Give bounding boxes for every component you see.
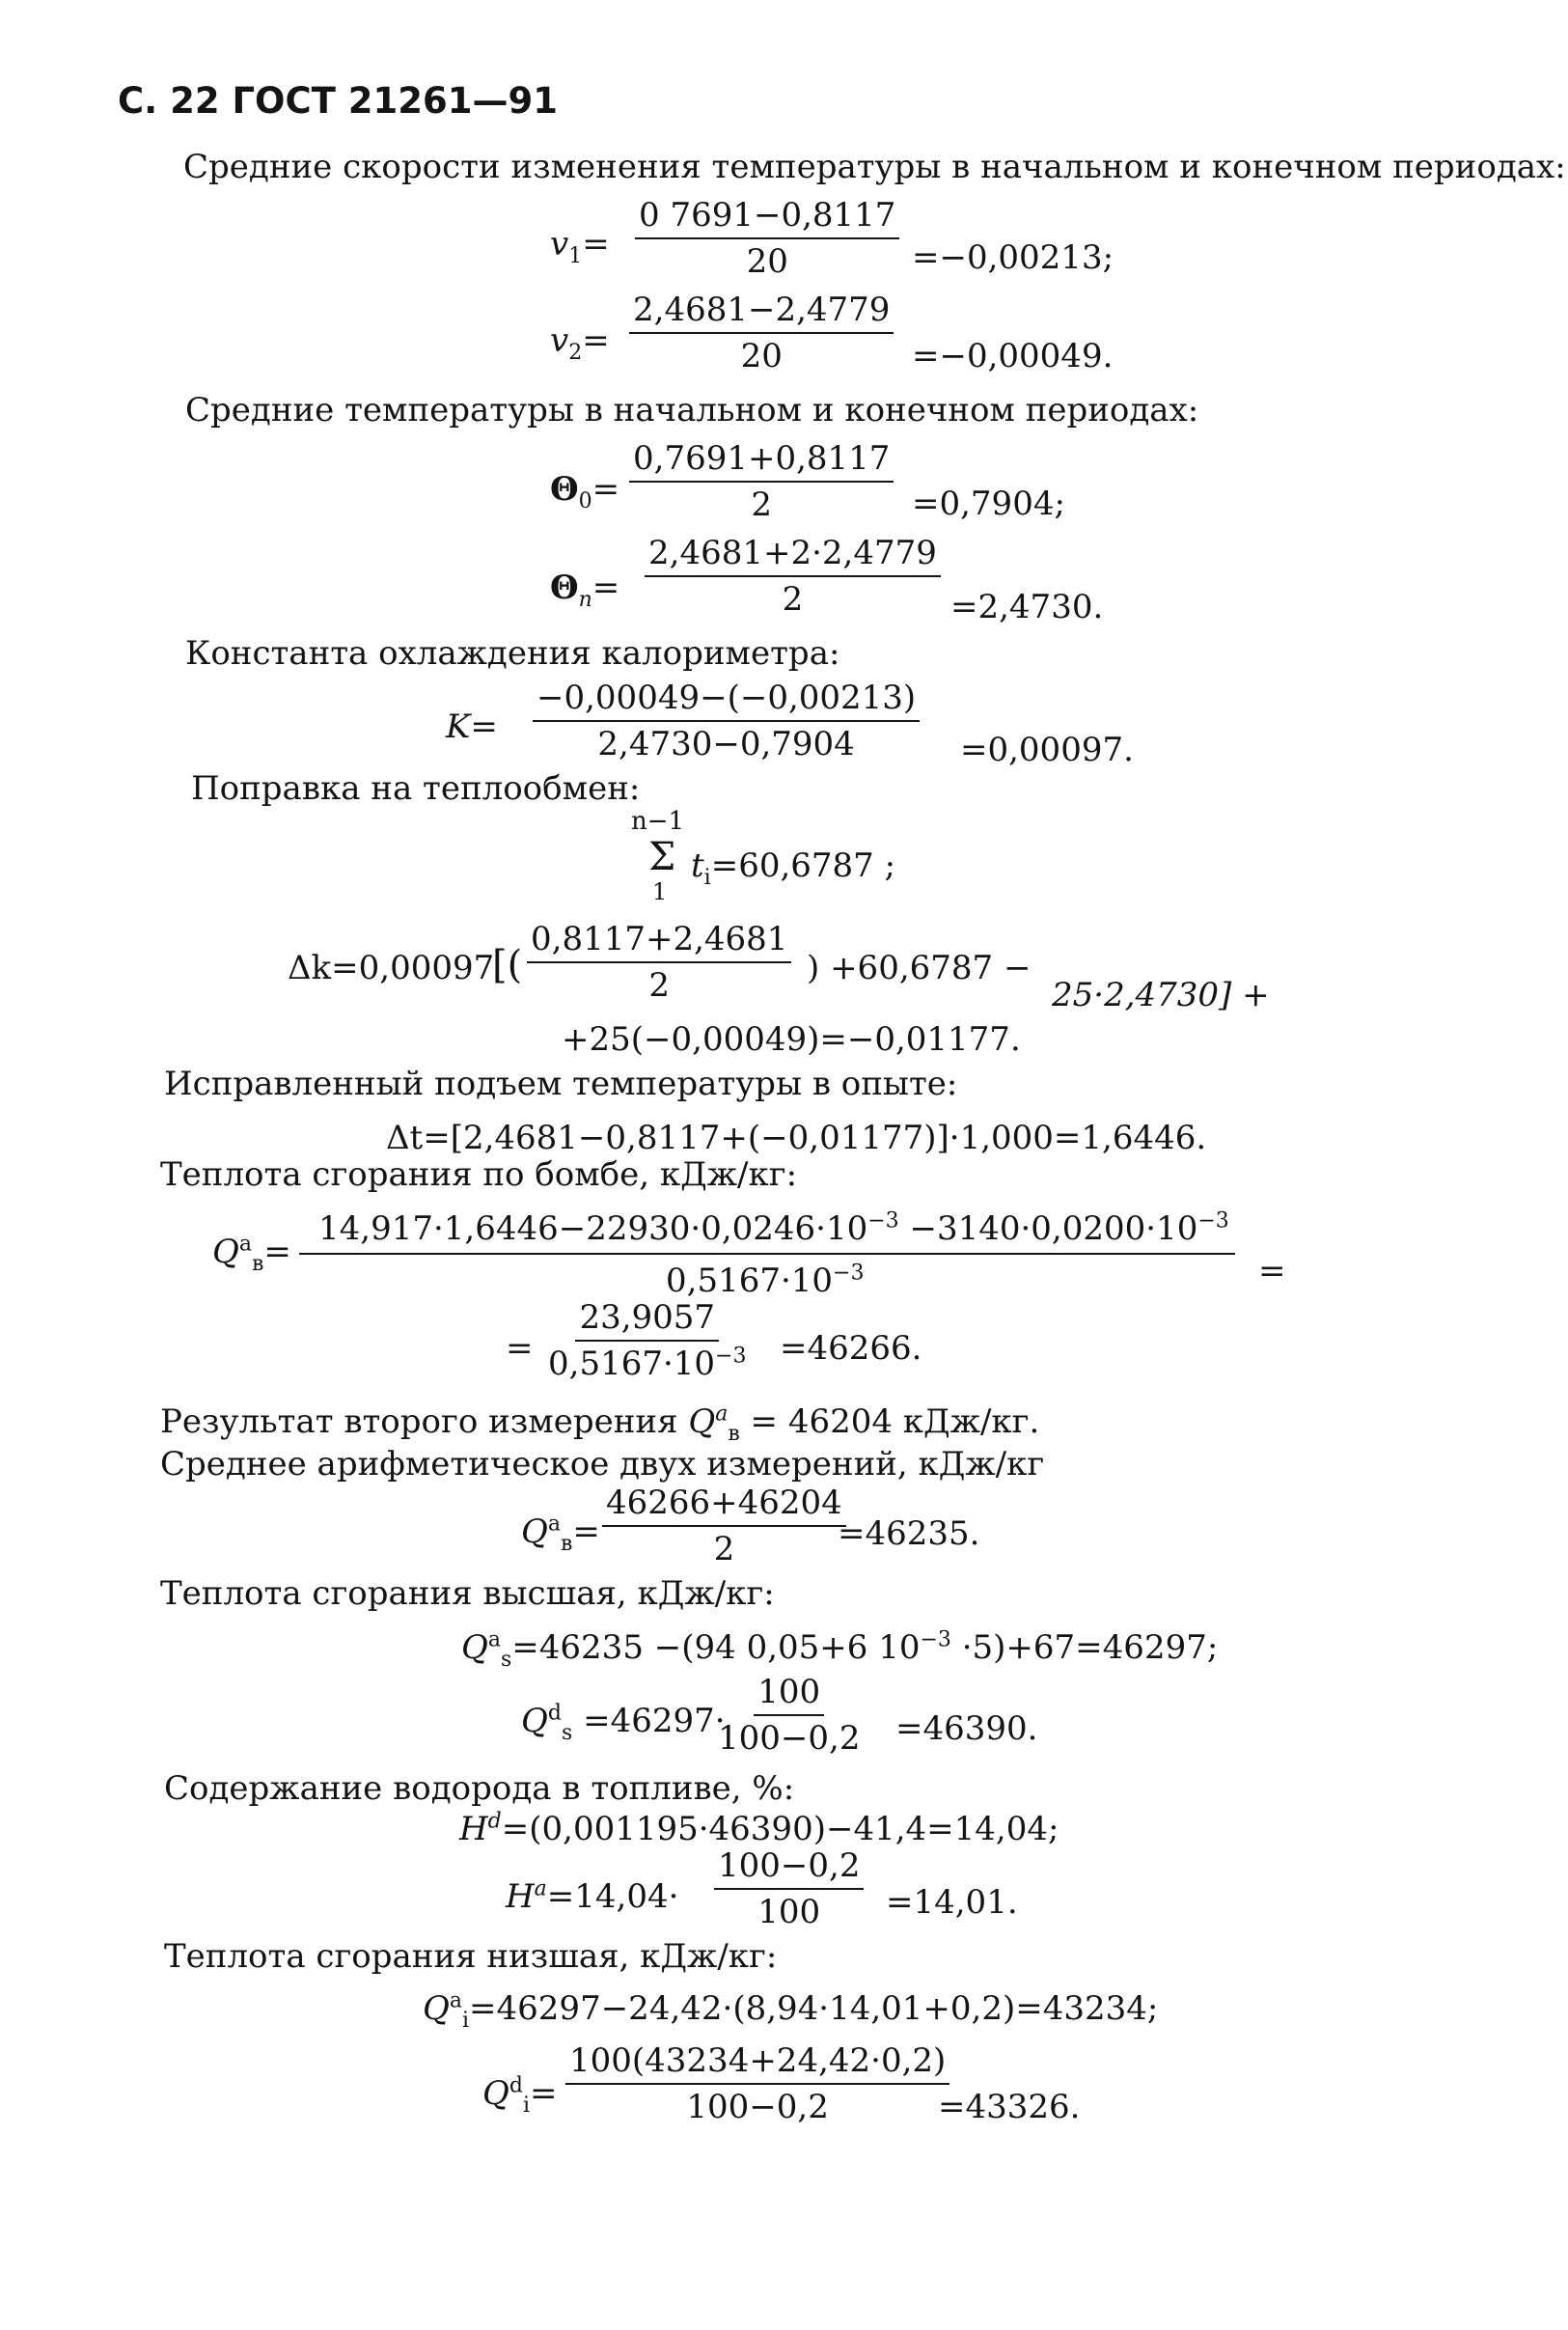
formula-sum-expr: $t_i=60,6787$ ; [691, 846, 896, 890]
formula-qid-lhs: $Q^d_i=$ [482, 2073, 558, 2118]
text-higher-heat-heading: Теплота сгорания высшая, кДж/кг: [160, 1574, 775, 1613]
formula-qsd-result: =46390. [895, 1709, 1038, 1748]
formula-theta0-result: =0,7904; [912, 485, 1065, 523]
formula-v2-result: =−0,00049. [912, 337, 1114, 375]
formula-qid-result: =43326. [938, 2088, 1081, 2126]
text-lower-heat-heading: Теплота сгорания низшая, кДж/кг: [164, 1937, 778, 1976]
text-corrected-rise-heading: Исправленный подъем температуры в опыте: [164, 1065, 958, 1103]
formula-sum-bottom: 1 [652, 878, 668, 905]
formula-qb-fraction-bar [299, 1253, 1235, 1255]
formula-dk-mid: ) +60,6787 − [807, 949, 1032, 987]
text-arithmetic-mean-heading: Среднее арифметическое двух измерений, кДж/кг [160, 1445, 1045, 1484]
formula-dt: Δt=[2,4681−0,8117+(−0,01177)]·1,000=1,6446. [386, 1119, 1207, 1157]
formula-k-fraction: $\frac{-0,00049-(-0,00213)}{2,4730-0,7904}$ [533, 681, 920, 761]
formula-k-lhs: K= [446, 707, 498, 746]
formula-theta0-fraction: $\frac{0,7691+0,8117}{2}$ [629, 442, 894, 521]
formula-qb-denominator: $0,5167\cdot 10^{-3}$ [666, 1261, 865, 1300]
text-avg-rate-heading: Средние скорости изменения температуры в начальном и конечном периодах: [183, 148, 1566, 186]
page-header: С. 22 ГОСТ 21261—91 [118, 80, 558, 122]
formula-qsd-lhs: $Q^d_s =46297\cdot$ [521, 1701, 726, 1745]
text-avg-temp-heading: Средние температуры в начальном и конечном периодах: [185, 391, 1199, 430]
formula-qb-numerator: $14,917\cdot 1,6446-22930\cdot 0,0246\cdot 10^{-3} -3140\cdot 0,0200\cdot 10^{-3}$ [318, 1208, 1229, 1248]
text-hydrogen-heading: Содержание водорода в топливе, %: [164, 1769, 795, 1808]
formula-qavg-fraction: $\frac{46266+46204}{2}$ [602, 1486, 846, 1566]
formula-qsd-fraction: $\frac{100}{100-0,2}$ [718, 1673, 861, 1758]
formula-qb-lhs: $Q^a_в=$ [212, 1232, 291, 1276]
formula-dk-fraction: $\frac{0,8117+2,4681}{2}$ [527, 923, 791, 1002]
formula-dk-tail: 25·2,4730] + [1052, 976, 1270, 1014]
formula-qs: $Q^a_s=46235 -(94$ 0,05+6 $10^{-3} \cdot 5)+67=46297$; [461, 1627, 1219, 1672]
formula-v1-result: =−0,00213; [912, 238, 1114, 277]
formula-v1-lhs: $v_1=$ [550, 225, 610, 268]
text-cooling-constant-heading: Константа охлаждения калориметра: [185, 634, 840, 673]
formula-thetan-lhs: $\Theta_n=$ [550, 569, 620, 612]
formula-qb2-pre: = [506, 1329, 534, 1368]
formula-dk-lhs: Δk=0,00097 [288, 949, 495, 987]
formula-qavg-lhs: $Q^a_в=$ [521, 1512, 600, 1556]
formula-qid-fraction: $\frac{100(43234+24,42\cdot 0,2)}{100-0,2}$ [565, 2044, 949, 2123]
formula-sum-top: n−1 [631, 807, 685, 836]
formula-qb2-fraction: $\frac{23,9057}{0,5167\cdot 10^{-3}}$ [548, 1298, 747, 1383]
formula-thetan-fraction: $\frac{2,4681+2\cdot 2,4779}{2}$ [645, 537, 941, 616]
formula-dk-bracket: [( [492, 943, 523, 987]
text-bomb-heat-heading: Теплота сгорания по бомбе, кДж/кг: [160, 1155, 798, 1194]
formula-k-result: =0,00097. [960, 731, 1134, 769]
formula-theta0-lhs: $\Theta_0=$ [550, 470, 620, 513]
formula-v2-lhs: $v_2=$ [550, 321, 610, 365]
formula-qi: $Q^a_i=46297-24,42\cdot(8,94\cdot 14,01+0,2)=43234$; [423, 1988, 1159, 2033]
text-heat-exchange-heading: Поправка на теплообмен: [191, 769, 641, 808]
formula-ha-lhs: $H^a=14,04\cdot$ [506, 1876, 679, 1916]
formula-thetan-result: =2,4730. [950, 588, 1104, 626]
formula-qb-tail: = [1258, 1252, 1286, 1290]
formula-qb2-result: =46266. [780, 1329, 922, 1368]
formula-ha-fraction: $\frac{100-0,2}{100}$ [714, 1849, 864, 1928]
formula-sum-sigma: Σ [648, 835, 676, 879]
formula-dk-continuation: +25(−0,00049)=−0,01177. [562, 1020, 1021, 1059]
formula-v1-fraction: $\frac{0 7691-0,8117}{20}$ [635, 199, 899, 278]
formula-qavg-result: =46235. [838, 1514, 980, 1553]
formula-v2-fraction: $\frac{2,4681-2,4779}{20}$ [629, 293, 894, 373]
formula-hd: $H^d=(0,001195\cdot 46390)-41,4=14,04$; [459, 1809, 1059, 1848]
text-second-measurement: Результат второго измерения $Q^a_в = 46204$ кДж/кг. [160, 1401, 1040, 1446]
formula-ha-result: =14,01. [886, 1883, 1018, 1922]
